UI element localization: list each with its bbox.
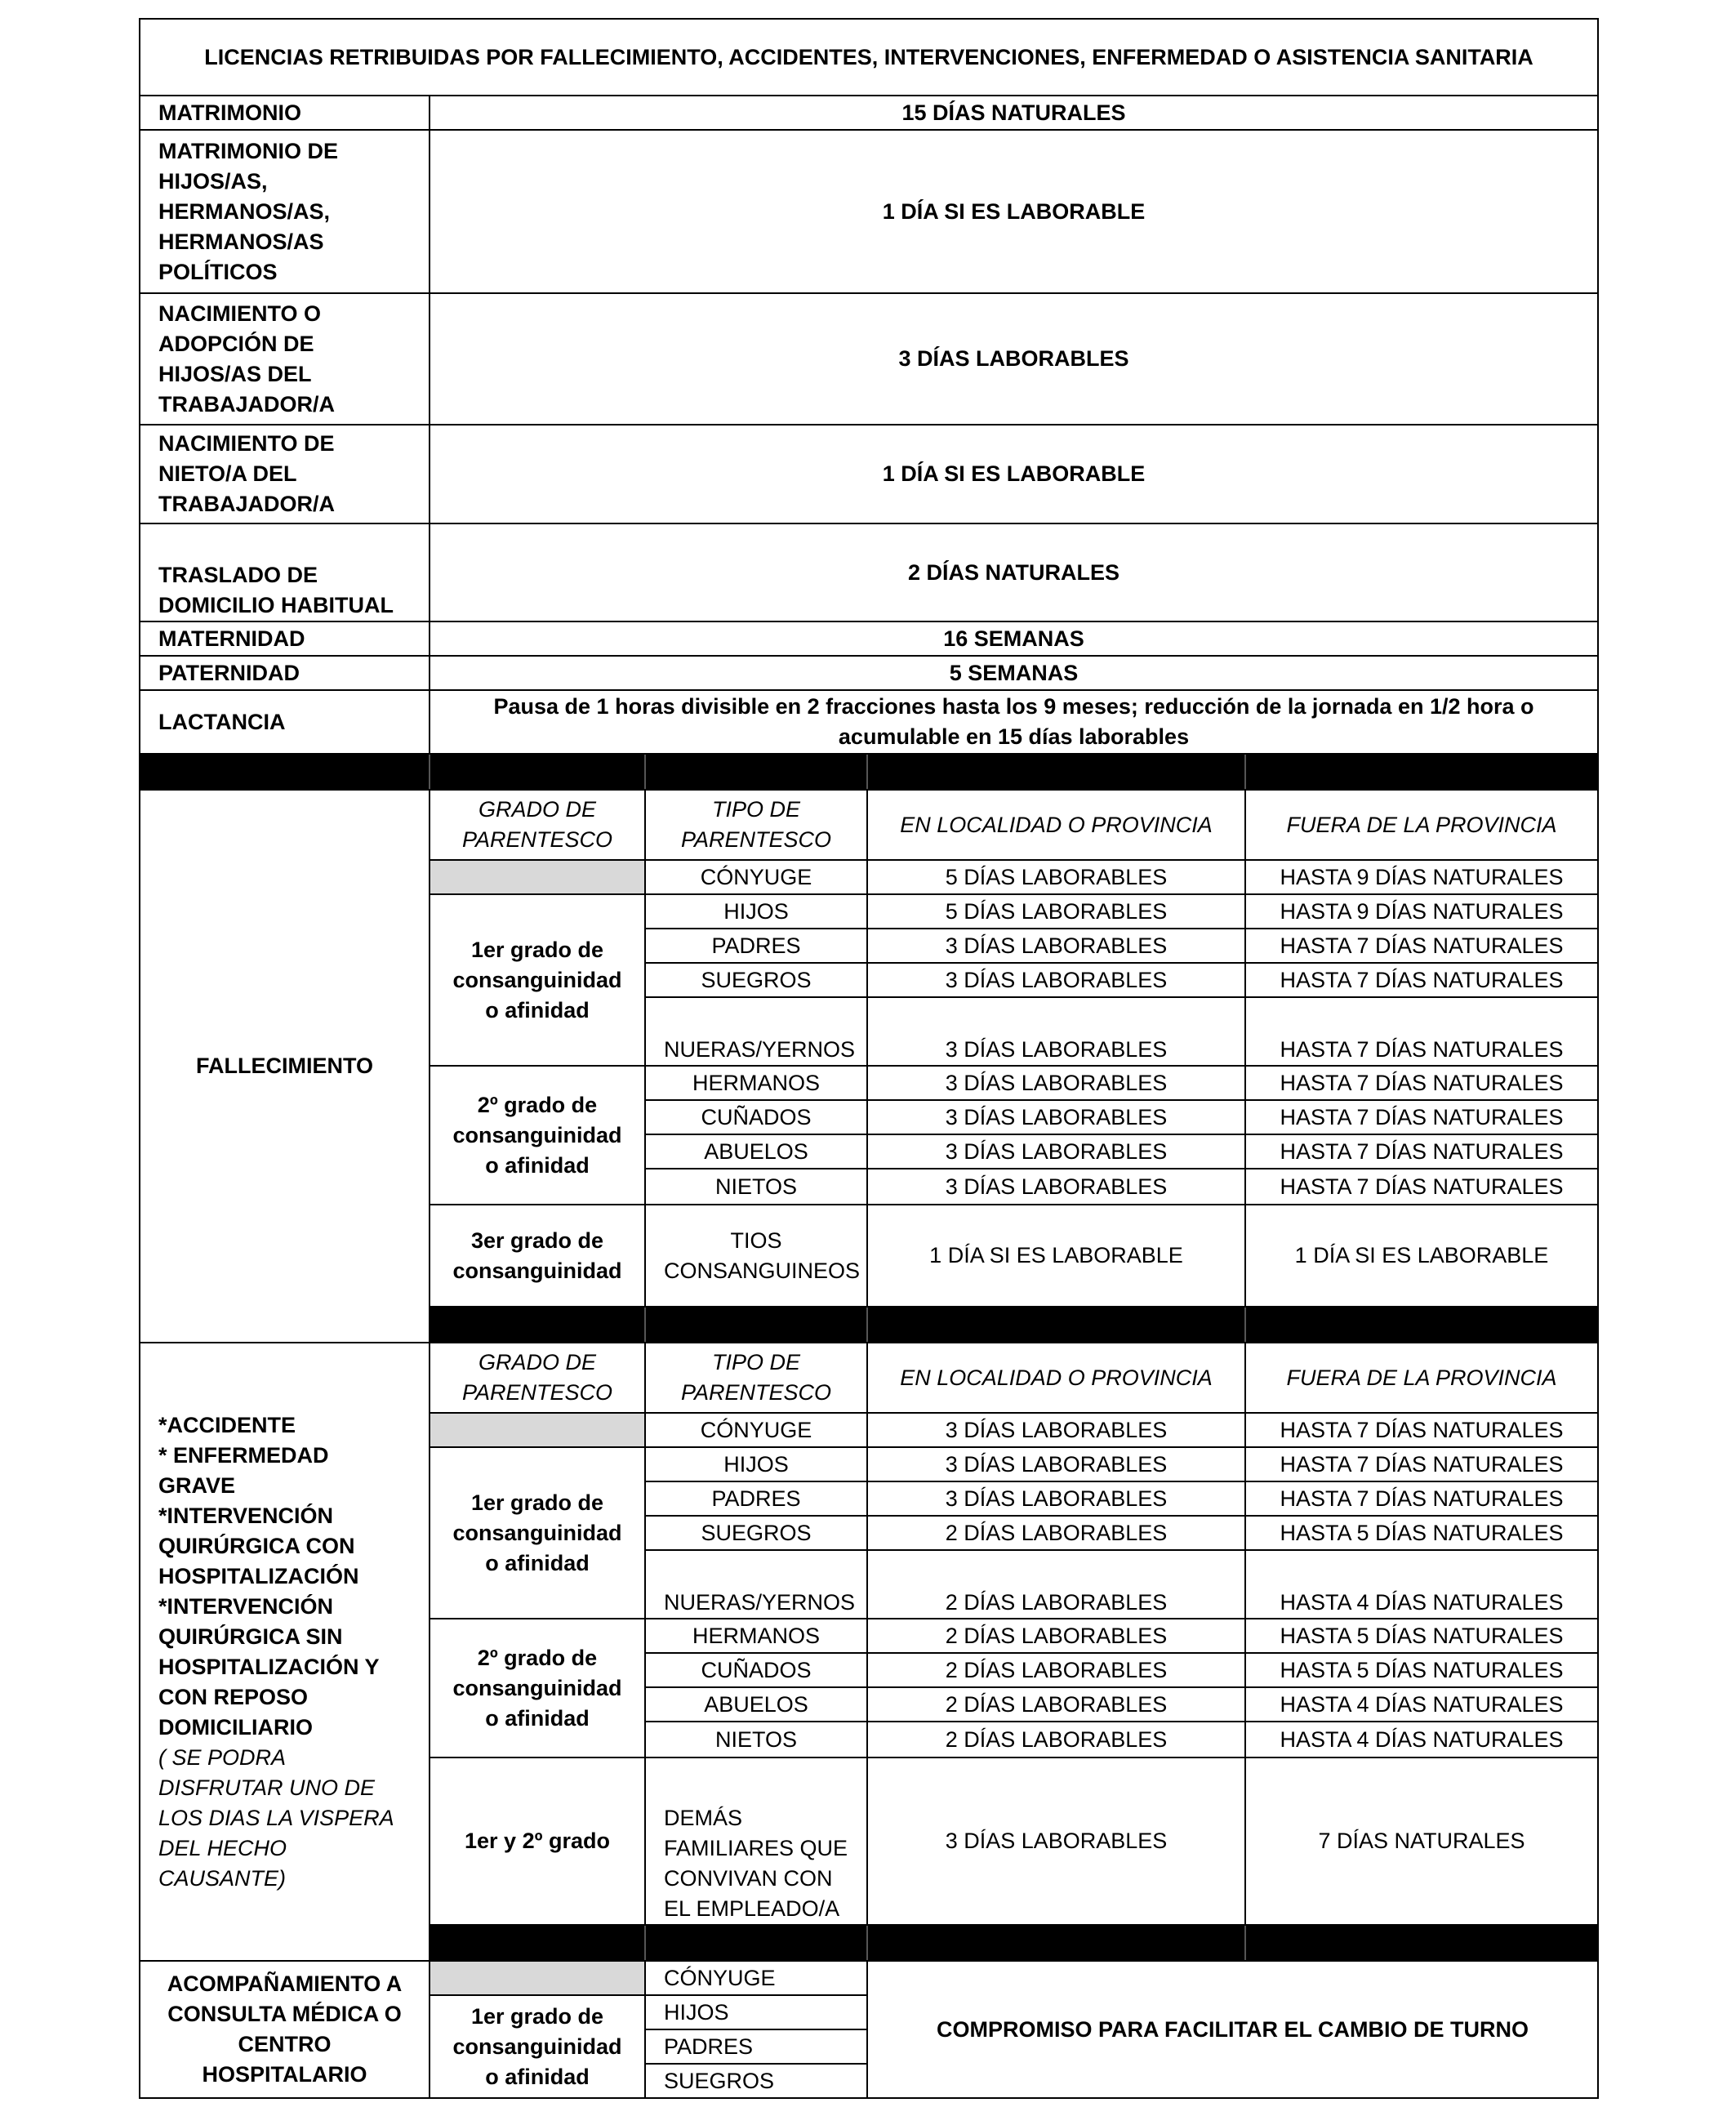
header-local: EN LOCALIDAD O PROVINCIA [867, 1343, 1245, 1413]
grado-cell: 1er grado de consanguinidad o afinidad [430, 1995, 645, 2098]
tipo-cell: SUEGROS [645, 963, 867, 997]
fuera-cell: HASTA 7 DÍAS NATURALES [1245, 1413, 1598, 1447]
local-cell: 3 DÍAS LABORABLES [867, 1757, 1245, 1925]
local-cell: 3 DÍAS LABORABLES [867, 997, 1245, 1066]
grado-cell: 1er y 2º grado [430, 1757, 645, 1925]
local-cell: 5 DÍAS LABORABLES [867, 894, 1245, 929]
acompanamiento-value: COMPROMISO PARA FACILITAR EL CAMBIO DE TURNO [867, 1961, 1598, 2098]
local-cell: 3 DÍAS LABORABLES [867, 1413, 1245, 1447]
shaded-cell [430, 1413, 645, 1447]
row-value-traslado: 2 DÍAS NATURALES [430, 523, 1598, 621]
header-fuera: FUERA DE LA PROVINCIA [1245, 1343, 1598, 1413]
local-cell: 2 DÍAS LABORABLES [867, 1619, 1245, 1653]
fallecimiento-label: FALLECIMIENTO [140, 790, 430, 1343]
header-local: EN LOCALIDAD O PROVINCIA [867, 790, 1245, 860]
fuera-cell: HASTA 7 DÍAS NATURALES [1245, 1169, 1598, 1205]
grado-cell: 1er grado de consanguinidad o afinidad [430, 1447, 645, 1619]
acompanamiento-label: ACOMPAÑAMIENTO A CONSULTA MÉDICA O CENTRO HOSPITALARIO [140, 1961, 430, 2098]
fuera-cell: HASTA 7 DÍAS NATURALES [1245, 963, 1598, 997]
tipo-cell: ABUELOS [645, 1134, 867, 1169]
row-value-matrimonio-hijos: 1 DÍA SI ES LABORABLE [430, 130, 1598, 293]
tipo-cell: PADRES [645, 2029, 867, 2064]
separator-bar [140, 754, 1598, 790]
local-cell: 2 DÍAS LABORABLES [867, 1550, 1245, 1619]
tipo-cell: CÓNYUGE [645, 1413, 867, 1447]
local-cell: 3 DÍAS LABORABLES [867, 1134, 1245, 1169]
local-cell: 3 DÍAS LABORABLES [867, 929, 1245, 963]
accidente-line: *INTERVENCIÓN QUIRÚRGICA CON HOSPITALIZACIÓN [158, 1503, 359, 1588]
accidente-line: *INTERVENCIÓN QUIRÚRGICA SIN HOSPITALIZACIÓN Y CON REPOSO DOMICILIARIO [158, 1593, 380, 1740]
fuera-cell: HASTA 9 DÍAS NATURALES [1245, 894, 1598, 929]
tipo-cell: TIOS CONSANGUINEOS [645, 1205, 867, 1307]
row-label-nacimiento-hijos: NACIMIENTO O ADOPCIÓN DE HIJOS/AS DEL TRABAJADOR/A [140, 293, 430, 425]
fuera-cell: HASTA 4 DÍAS NATURALES [1245, 1722, 1598, 1757]
row-value-paternidad: 5 SEMANAS [430, 656, 1598, 690]
row-value-nacimiento-nieto: 1 DÍA SI ES LABORABLE [430, 425, 1598, 523]
local-cell: 2 DÍAS LABORABLES [867, 1516, 1245, 1550]
header-grado: GRADO DE PARENTESCO [430, 1343, 645, 1413]
tipo-cell: PADRES [645, 929, 867, 963]
fuera-cell: 1 DÍA SI ES LABORABLE [1245, 1205, 1598, 1307]
tipo-cell: HERMANOS [645, 1619, 867, 1653]
fuera-cell: 7 DÍAS NATURALES [1245, 1757, 1598, 1925]
header-tipo: TIPO DE PARENTESCO [645, 1343, 867, 1413]
accidente-line: *ACCIDENTE [158, 1412, 296, 1437]
licencias-table [139, 18, 1599, 2099]
tipo-cell: ABUELOS [645, 1687, 867, 1722]
row-label-traslado: TRASLADO DE DOMICILIO HABITUAL [140, 523, 430, 621]
fuera-cell: HASTA 7 DÍAS NATURALES [1245, 997, 1598, 1066]
tipo-cell: CUÑADOS [645, 1653, 867, 1687]
local-cell: 3 DÍAS LABORABLES [867, 1481, 1245, 1516]
local-cell: 3 DÍAS LABORABLES [867, 963, 1245, 997]
fuera-cell: HASTA 9 DÍAS NATURALES [1245, 860, 1598, 894]
fuera-cell: HASTA 7 DÍAS NATURALES [1245, 929, 1598, 963]
row-label-maternidad: MATERNIDAD [140, 621, 430, 656]
tipo-cell: CÓNYUGE [645, 1961, 867, 1995]
row-label-matrimonio-hijos: MATRIMONIO DE HIJOS/AS, HERMANOS/AS, HERMANOS/AS POLÍTICOS [140, 130, 430, 293]
grado-cell: 2º grado de consanguinidad o afinidad [430, 1619, 645, 1757]
tipo-cell: HIJOS [645, 1995, 867, 2029]
row-label-lactancia: LACTANCIA [140, 690, 430, 754]
header-fuera: FUERA DE LA PROVINCIA [1245, 790, 1598, 860]
row-label-matrimonio: MATRIMONIO [140, 96, 430, 130]
accidente-label [140, 1343, 430, 1961]
row-value-nacimiento-hijos: 3 DÍAS LABORABLES [430, 293, 1598, 425]
fuera-cell: HASTA 5 DÍAS NATURALES [1245, 1653, 1598, 1687]
grado-cell: 1er grado de consanguinidad o afinidad [430, 894, 645, 1066]
fuera-cell: HASTA 7 DÍAS NATURALES [1245, 1100, 1598, 1134]
row-value-maternidad: 16 SEMANAS [430, 621, 1598, 656]
local-cell: 2 DÍAS LABORABLES [867, 1653, 1245, 1687]
fuera-cell: HASTA 4 DÍAS NATURALES [1245, 1550, 1598, 1619]
fuera-cell: HASTA 5 DÍAS NATURALES [1245, 1619, 1598, 1653]
local-cell: 1 DÍA SI ES LABORABLE [867, 1205, 1245, 1307]
tipo-cell: NIETOS [645, 1169, 867, 1205]
tipo-cell: CÓNYUGE [645, 860, 867, 894]
tipo-cell: NUERAS/YERNOS [645, 1550, 867, 1619]
row-value-matrimonio: 15 DÍAS NATURALES [430, 96, 1598, 130]
header-grado: GRADO DE PARENTESCO [430, 790, 645, 860]
fuera-cell: HASTA 7 DÍAS NATURALES [1245, 1134, 1598, 1169]
local-cell: 3 DÍAS LABORABLES [867, 1447, 1245, 1481]
grado-cell: 3er grado de consanguinidad [430, 1205, 645, 1307]
local-cell: 3 DÍAS LABORABLES [867, 1100, 1245, 1134]
tipo-cell: HERMANOS [645, 1066, 867, 1100]
fuera-cell: HASTA 4 DÍAS NATURALES [1245, 1687, 1598, 1722]
tipo-cell: SUEGROS [645, 2064, 867, 2098]
local-cell: 3 DÍAS LABORABLES [867, 1066, 1245, 1100]
fuera-cell: HASTA 7 DÍAS NATURALES [1245, 1447, 1598, 1481]
tipo-cell: DEMÁS FAMILIARES QUE CONVIVAN CON EL EMPLEADO/A [645, 1757, 867, 1925]
tipo-cell: HIJOS [645, 1447, 867, 1481]
header-tipo: TIPO DE PARENTESCO [645, 790, 867, 860]
shaded-cell [430, 1961, 645, 1995]
tipo-cell: NIETOS [645, 1722, 867, 1757]
tipo-cell: PADRES [645, 1481, 867, 1516]
accidente-note: ( SE PODRA DISFRUTAR UNO DE LOS DIAS LA VISPERA DEL HECHO CAUSANTE) [158, 1744, 394, 1891]
fuera-cell: HASTA 5 DÍAS NATURALES [1245, 1516, 1598, 1550]
local-cell: 2 DÍAS LABORABLES [867, 1722, 1245, 1757]
shaded-cell [430, 860, 645, 894]
grado-cell: 2º grado de consanguinidad o afinidad [430, 1066, 645, 1205]
table-title: LICENCIAS RETRIBUIDAS POR FALLECIMIENTO, ACCIDENTES, INTERVENCIONES, ENFERMEDAD O ASISTENCIA SANITARIA [140, 19, 1598, 96]
local-cell: 2 DÍAS LABORABLES [867, 1687, 1245, 1722]
tipo-cell: SUEGROS [645, 1516, 867, 1550]
local-cell: 3 DÍAS LABORABLES [867, 1169, 1245, 1205]
tipo-cell: CUÑADOS [645, 1100, 867, 1134]
row-label-paternidad: PATERNIDAD [140, 656, 430, 690]
row-value-lactancia: Pausa de 1 horas divisible en 2 fracciones hasta los 9 meses; reducción de la jornada en 1/2 hora o acumulable en 15 días laborables [430, 690, 1598, 754]
local-cell: 5 DÍAS LABORABLES [867, 860, 1245, 894]
fuera-cell: HASTA 7 DÍAS NATURALES [1245, 1481, 1598, 1516]
fuera-cell: HASTA 7 DÍAS NATURALES [1245, 1066, 1598, 1100]
accidente-line: * ENFERMEDAD GRAVE [158, 1442, 329, 1498]
tipo-cell: NUERAS/YERNOS [645, 997, 867, 1066]
tipo-cell: HIJOS [645, 894, 867, 929]
row-label-nacimiento-nieto: NACIMIENTO DE NIETO/A DEL TRABAJADOR/A [140, 425, 430, 523]
